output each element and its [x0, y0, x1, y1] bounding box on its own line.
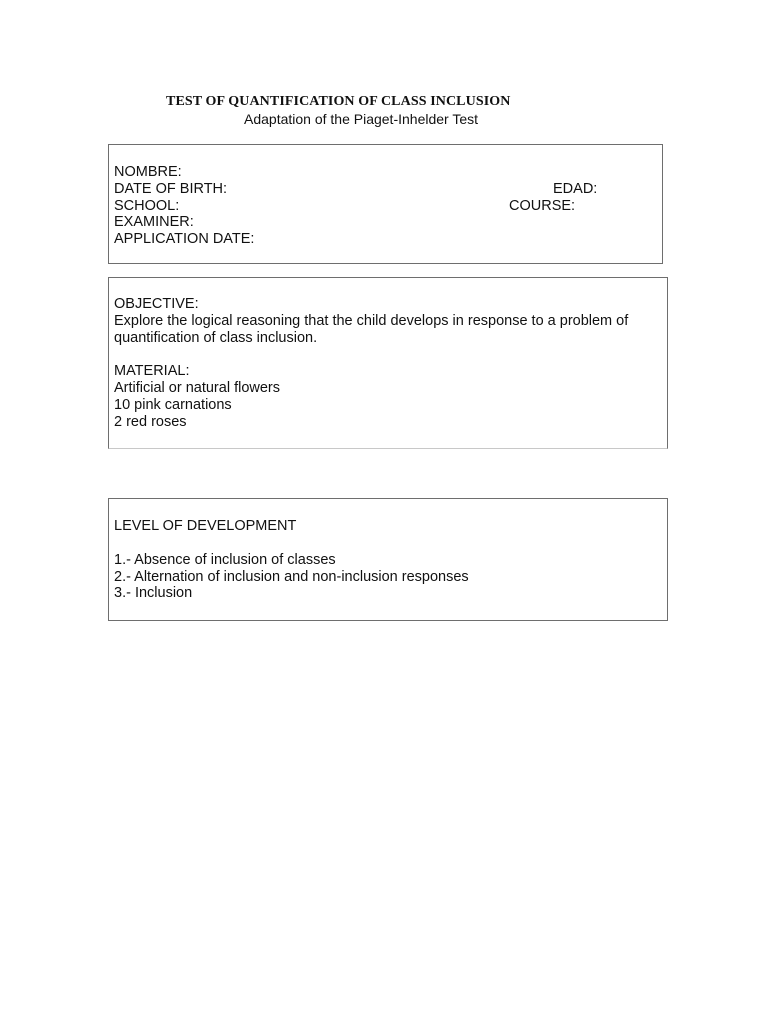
- material-item: Artificial or natural flowers: [114, 380, 280, 396]
- examiner-label: EXAMINER:: [114, 214, 194, 230]
- material-item: 10 pink carnations: [114, 397, 232, 413]
- date-of-birth-label: DATE OF BIRTH:: [114, 181, 228, 197]
- application-date-label: APPLICATION DATE:: [114, 231, 255, 247]
- objective-text: Explore the logical reasoning that the child develops in response to a problem of quantification of class inclusion.: [114, 313, 629, 346]
- document-title: TEST OF QUANTIFICATION OF CLASS INCLUSION: [166, 94, 511, 109]
- level-item: 1.- Absence of inclusion of classes: [114, 552, 336, 568]
- school-label: SCHOOL:: [114, 198, 180, 214]
- level-item: 2.- Alternation of inclusion and non-inclusion responses: [114, 569, 469, 585]
- document-subtitle: Adaptation of the Piaget-Inhelder Test: [244, 111, 479, 127]
- material-item: 2 red roses: [114, 414, 187, 430]
- edad-label: EDAD:: [553, 181, 598, 197]
- material-heading: MATERIAL:: [114, 363, 190, 379]
- objective-heading: OBJECTIVE:: [114, 296, 199, 312]
- level-item: 3.- Inclusion: [114, 585, 193, 601]
- nombre-label: NOMBRE:: [114, 164, 182, 180]
- course-label: COURSE:: [509, 198, 576, 214]
- level-heading: LEVEL OF DEVELOPMENT: [114, 518, 297, 534]
